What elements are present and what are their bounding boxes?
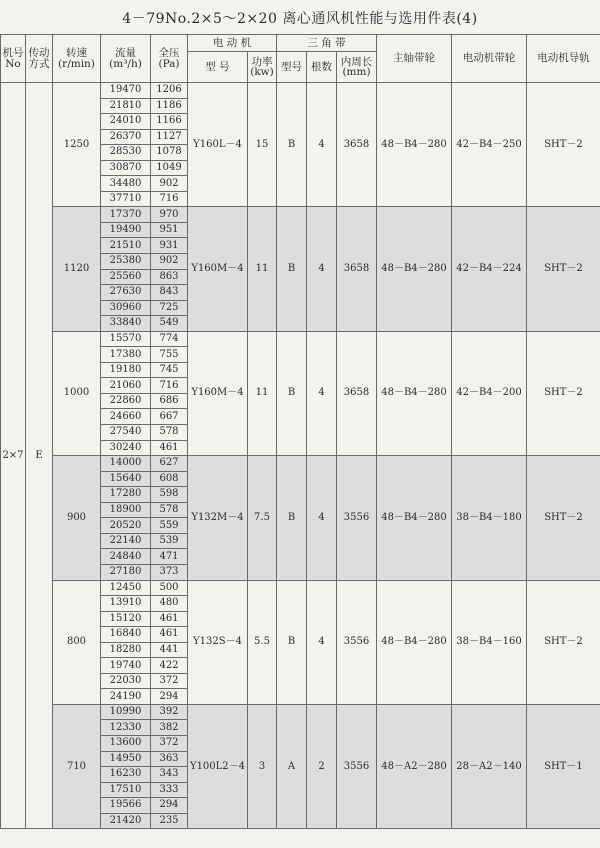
motor-model-cell: Y160M－4 xyxy=(188,331,248,455)
flow-cell: 16840 xyxy=(101,627,151,643)
pressure-cell: 363 xyxy=(151,751,188,767)
table-row xyxy=(1,456,600,472)
header-flow-line1: 流量 xyxy=(115,47,136,59)
motor-model-cell: Y160L－4 xyxy=(188,83,248,207)
pressure-cell: 627 xyxy=(151,456,188,472)
flow-cell: 19470 xyxy=(101,83,151,99)
flow-cell: 24010 xyxy=(101,114,151,130)
flow-cell: 17510 xyxy=(101,782,151,798)
belt-count-cell: 4 xyxy=(307,331,337,455)
flow-cell: 27540 xyxy=(101,425,151,441)
pressure-cell: 471 xyxy=(151,549,188,565)
flow-cell: 17380 xyxy=(101,347,151,363)
motor-power-cell: 11 xyxy=(248,331,277,455)
flow-cell: 27180 xyxy=(101,564,151,580)
motor-pulley-cell: 28－A2－140 xyxy=(452,704,527,828)
speed-cell: 1000 xyxy=(53,331,101,455)
flow-cell: 28530 xyxy=(101,145,151,161)
flow-cell: 18280 xyxy=(101,642,151,658)
shaft-pulley-cell: 48－B4－280 xyxy=(377,456,452,580)
pressure-cell: 382 xyxy=(151,720,188,736)
motor-rail-cell: SHT－2 xyxy=(527,331,600,455)
flow-cell: 30870 xyxy=(101,160,151,176)
motor-power-cell: 15 xyxy=(248,83,277,207)
speed-cell: 900 xyxy=(53,456,101,580)
pressure-cell: 578 xyxy=(151,425,188,441)
header-flow-line2: (m³/h) xyxy=(109,57,142,70)
pressure-cell: 559 xyxy=(151,518,188,534)
flow-cell: 26370 xyxy=(101,129,151,145)
pressure-cell: 294 xyxy=(151,798,188,814)
shaft-pulley-cell: 48－B4－280 xyxy=(377,207,452,331)
flow-cell: 21060 xyxy=(101,378,151,394)
pressure-cell: 608 xyxy=(151,471,188,487)
pressure-cell: 843 xyxy=(151,285,188,301)
flow-cell: 19740 xyxy=(101,658,151,674)
speed-cell: 1250 xyxy=(53,83,101,207)
motor-rail-cell: SHT－1 xyxy=(527,704,600,828)
header-belt-count: 根数 xyxy=(307,52,337,83)
flow-cell: 21810 xyxy=(101,98,151,114)
belt-count-cell: 2 xyxy=(307,704,337,828)
flow-cell: 16230 xyxy=(101,767,151,783)
motor-model-cell: Y160M－4 xyxy=(188,207,248,331)
shaft-pulley-cell: 48－B4－280 xyxy=(377,83,452,207)
belt-length-cell: 3556 xyxy=(337,456,377,580)
header-motor-power-line2: (kw) xyxy=(250,66,274,78)
pressure-cell: 716 xyxy=(151,378,188,394)
flow-cell: 37710 xyxy=(101,191,151,207)
header-speed-line1: 转速 xyxy=(66,47,87,59)
header-motor-power xyxy=(248,52,277,83)
motor-model-cell: Y132S－4 xyxy=(188,580,248,704)
flow-cell: 15120 xyxy=(101,611,151,627)
speed-cell: 710 xyxy=(53,704,101,828)
header-belt-length-line1: 内周长 xyxy=(340,55,373,68)
header-model-no-line2: No xyxy=(5,57,21,70)
header-belt-length-line2: (mm) xyxy=(342,66,371,78)
belt-count-cell: 4 xyxy=(307,207,337,331)
table-row xyxy=(1,704,600,720)
table-row xyxy=(1,331,600,347)
header-drive-line1: 传动 xyxy=(28,47,50,59)
drive-cell: E xyxy=(26,83,53,829)
flow-cell: 15570 xyxy=(101,331,151,347)
pressure-cell: 500 xyxy=(151,580,188,596)
pressure-cell: 461 xyxy=(151,611,188,627)
pressure-cell: 372 xyxy=(151,673,188,689)
flow-cell: 21510 xyxy=(101,238,151,254)
pressure-cell: 373 xyxy=(151,564,188,580)
header-speed xyxy=(53,35,101,83)
flow-cell: 22860 xyxy=(101,393,151,409)
motor-power-cell: 5.5 xyxy=(248,580,277,704)
pressure-cell: 1078 xyxy=(151,145,188,161)
belt-count-cell: 4 xyxy=(307,456,337,580)
pressure-cell: 902 xyxy=(151,176,188,192)
header-motor-power-line1: 功率 xyxy=(251,55,273,68)
pressure-cell: 578 xyxy=(151,502,188,518)
model-no-cell: 2×7 xyxy=(1,83,26,829)
flow-cell: 12450 xyxy=(101,580,151,596)
header-motor-rail: 电动机导轨 xyxy=(527,35,600,83)
flow-cell: 24660 xyxy=(101,409,151,425)
pressure-cell: 461 xyxy=(151,440,188,456)
pressure-cell: 480 xyxy=(151,596,188,612)
flow-cell: 18900 xyxy=(101,502,151,518)
header-belt-group: 三 角 带 xyxy=(277,35,377,52)
header-pressure xyxy=(151,35,188,83)
pressure-cell: 667 xyxy=(151,409,188,425)
pressure-cell: 1127 xyxy=(151,129,188,145)
pressure-cell: 686 xyxy=(151,393,188,409)
pressure-cell: 1049 xyxy=(151,160,188,176)
motor-power-cell: 3 xyxy=(248,704,277,828)
pressure-cell: 725 xyxy=(151,300,188,316)
table-header xyxy=(1,35,600,83)
pressure-cell: 970 xyxy=(151,207,188,223)
motor-model-cell: Y132M－4 xyxy=(188,456,248,580)
flow-cell: 25560 xyxy=(101,269,151,285)
flow-cell: 24840 xyxy=(101,549,151,565)
flow-cell: 19490 xyxy=(101,222,151,238)
pressure-cell: 755 xyxy=(151,347,188,363)
motor-pulley-cell: 38－B4－160 xyxy=(452,580,527,704)
pressure-cell: 716 xyxy=(151,191,188,207)
performance-table xyxy=(0,34,600,829)
flow-cell: 13910 xyxy=(101,596,151,612)
header-flow xyxy=(101,35,151,83)
flow-cell: 22030 xyxy=(101,673,151,689)
flow-cell: 15640 xyxy=(101,471,151,487)
belt-type-cell: A xyxy=(277,704,307,828)
pressure-cell: 343 xyxy=(151,767,188,783)
flow-cell: 14000 xyxy=(101,456,151,472)
motor-rail-cell: SHT－2 xyxy=(527,207,600,331)
pressure-cell: 1166 xyxy=(151,114,188,130)
speed-cell: 1120 xyxy=(53,207,101,331)
pressure-cell: 902 xyxy=(151,254,188,270)
header-belt-length xyxy=(337,52,377,83)
header-drive-line2: 方式 xyxy=(28,57,50,70)
pressure-cell: 333 xyxy=(151,782,188,798)
flow-cell: 21420 xyxy=(101,813,151,829)
motor-pulley-cell: 38－B4－180 xyxy=(452,456,527,580)
flow-cell: 30240 xyxy=(101,440,151,456)
flow-cell: 27630 xyxy=(101,285,151,301)
belt-type-cell: B xyxy=(277,207,307,331)
belt-length-cell: 3658 xyxy=(337,83,377,207)
flow-cell: 25380 xyxy=(101,254,151,270)
pressure-cell: 294 xyxy=(151,689,188,705)
motor-power-cell: 7.5 xyxy=(248,456,277,580)
flow-cell: 24190 xyxy=(101,689,151,705)
flow-cell: 19566 xyxy=(101,798,151,814)
motor-power-cell: 11 xyxy=(248,207,277,331)
pressure-cell: 774 xyxy=(151,331,188,347)
flow-cell: 33840 xyxy=(101,316,151,332)
pressure-cell: 372 xyxy=(151,735,188,751)
header-motor-model: 型 号 xyxy=(188,52,248,83)
pressure-cell: 598 xyxy=(151,487,188,503)
pressure-cell: 539 xyxy=(151,533,188,549)
flow-cell: 17280 xyxy=(101,487,151,503)
header-pressure-line2: (Pa) xyxy=(158,57,180,70)
pressure-cell: 549 xyxy=(151,316,188,332)
table-row xyxy=(1,580,600,596)
pressure-cell: 235 xyxy=(151,813,188,829)
header-drive xyxy=(26,35,53,83)
speed-cell: 800 xyxy=(53,580,101,704)
table-row xyxy=(1,83,600,99)
pressure-cell: 1206 xyxy=(151,83,188,99)
pressure-cell: 931 xyxy=(151,238,188,254)
motor-rail-cell: SHT－2 xyxy=(527,456,600,580)
header-model-no xyxy=(1,35,26,83)
pressure-cell: 422 xyxy=(151,658,188,674)
flow-cell: 20520 xyxy=(101,518,151,534)
belt-length-cell: 3556 xyxy=(337,580,377,704)
header-belt-type: 型号 xyxy=(277,52,307,83)
header-speed-line2: (r/min) xyxy=(58,57,95,70)
belt-type-cell: B xyxy=(277,83,307,207)
flow-cell: 10990 xyxy=(101,704,151,720)
belt-count-cell: 4 xyxy=(307,83,337,207)
flow-cell: 13600 xyxy=(101,735,151,751)
header-model-no-line1: 机号 xyxy=(2,47,24,59)
pressure-cell: 951 xyxy=(151,222,188,238)
flow-cell: 19180 xyxy=(101,362,151,378)
flow-cell: 22140 xyxy=(101,533,151,549)
table-body xyxy=(1,83,600,829)
motor-pulley-cell: 42－B4－200 xyxy=(452,331,527,455)
pressure-cell: 863 xyxy=(151,269,188,285)
pressure-cell: 461 xyxy=(151,627,188,643)
belt-count-cell: 4 xyxy=(307,580,337,704)
flow-cell: 34480 xyxy=(101,176,151,192)
belt-type-cell: B xyxy=(277,331,307,455)
header-pressure-line1: 全压 xyxy=(158,47,180,59)
header-shaft-pulley: 主轴带轮 xyxy=(377,35,452,83)
header-motor-pulley: 电动机带轮 xyxy=(452,35,527,83)
page-title: 4－79No.2×5～2×20 离心通风机性能与选用件表(4) xyxy=(122,11,478,27)
belt-type-cell: B xyxy=(277,580,307,704)
flow-cell: 14950 xyxy=(101,751,151,767)
header-motor-group: 电 动 机 xyxy=(188,35,277,52)
motor-pulley-cell: 42－B4－250 xyxy=(452,83,527,207)
shaft-pulley-cell: 48－B4－280 xyxy=(377,580,452,704)
shaft-pulley-cell: 48－B4－280 xyxy=(377,331,452,455)
pressure-cell: 441 xyxy=(151,642,188,658)
motor-model-cell: Y100L2－4 xyxy=(188,704,248,828)
belt-length-cell: 3658 xyxy=(337,207,377,331)
flow-cell: 30960 xyxy=(101,300,151,316)
shaft-pulley-cell: 48－A2－280 xyxy=(377,704,452,828)
motor-rail-cell: SHT－2 xyxy=(527,580,600,704)
motor-rail-cell: SHT－2 xyxy=(527,83,600,207)
belt-length-cell: 3556 xyxy=(337,704,377,828)
belt-type-cell: B xyxy=(277,456,307,580)
belt-length-cell: 3658 xyxy=(337,331,377,455)
table-row xyxy=(1,207,600,223)
pressure-cell: 1186 xyxy=(151,98,188,114)
flow-cell: 12330 xyxy=(101,720,151,736)
pressure-cell: 392 xyxy=(151,704,188,720)
pressure-cell: 745 xyxy=(151,362,188,378)
motor-pulley-cell: 42－B4－224 xyxy=(452,207,527,331)
flow-cell: 17370 xyxy=(101,207,151,223)
